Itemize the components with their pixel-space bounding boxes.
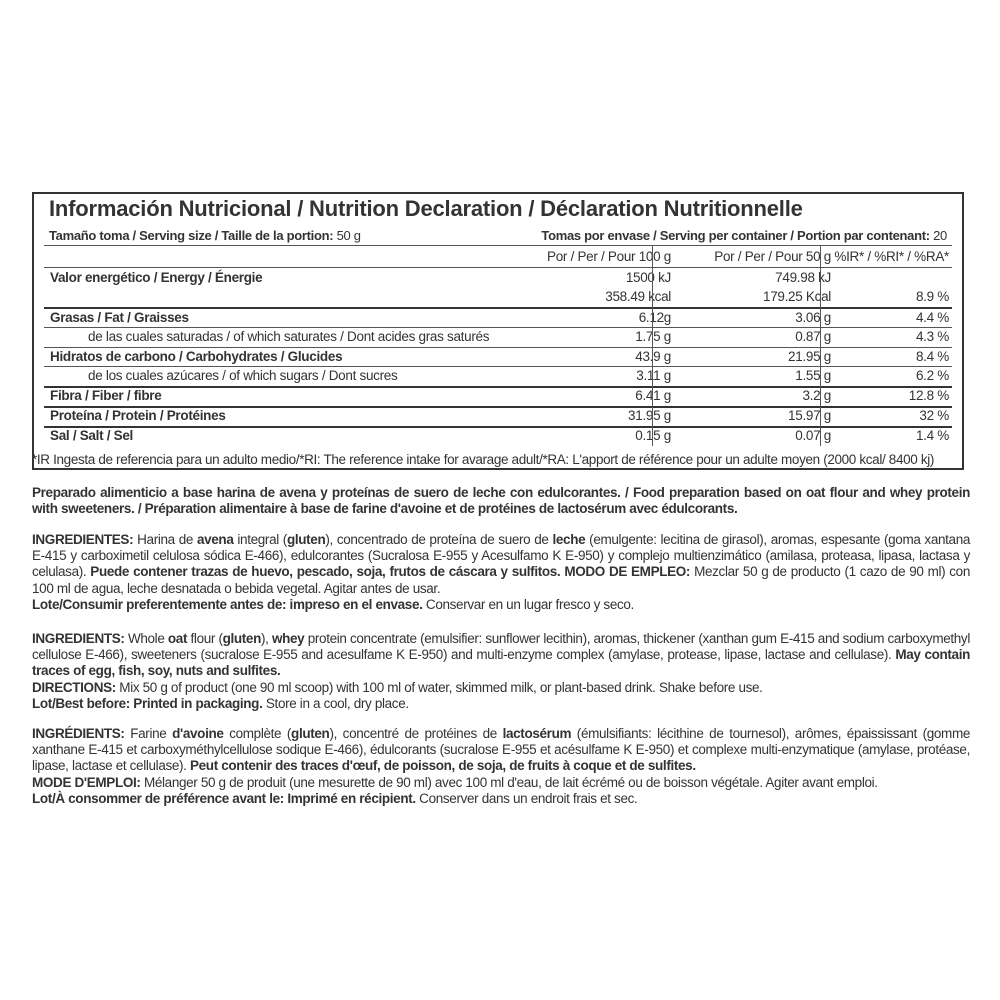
label-title: Información Nutricional / Nutrition Declaration / Déclaration Nutritionnelle	[49, 196, 803, 221]
table-row-carbohydrates: Hidratos de carbono / Carbohydrates / Glucides 43.9 g 21.95 g 8.4 %	[50, 349, 949, 364]
table-row-fat: Grasas / Fat / Graisses 6.12g 3.06 g 4.4 %	[50, 310, 949, 325]
ingredients-fr: INGRÉDIENTS: Farine d'avoine complète (gluten), concentré de protéines de lactosérum (émulsifiants: lécithine de tournesol), arômes, épaississant (gomme xanthane E-415 et carboxyméthylcellulose sodique E-466), édulcorants (sucralose E-955 et acésulfame K E-950) et complexe multi-enzymatique (amylase, protéase, lipase, lactase et cellulase). Peut contenir des traces d'œuf, de poisson, de soja, de fruits à coque et de sulfites. MODE D'EMPLOI: Mélanger 50 g de produit (une mesurette de 90 ml) avec 100 ml d'eau, de lait écrémé ou de boisson végétale. Agiter avant emploi. Lot/À consommer de préférence avant le: Imprimé en récipient. Conserver dans un endroit frais et sec.	[32, 726, 970, 806]
table-row-salt: Sal / Salt / Sel 0.15 g 0.07 g 1.4 %	[50, 428, 949, 443]
product-description: Preparado alimenticio a base harina de avena y proteínas de suero de leche con edulcorantes. / Food preparation based on oat flour and whey protein with sweeteners. / Préparation alimentaire à base de farine d'avoine et de protéines de lactosérum avec édulcorants.	[32, 485, 970, 517]
servings-per-container: Tomas por envase / Serving per container / Portion par contenant: 20	[541, 228, 947, 243]
table-row-energy-kcal: 358.49 kcal 179.25 Kcal 8.9 %	[605, 289, 949, 304]
table-row-saturates: de las cuales saturadas / of which saturates / Dont acides gras saturés 1.75 g 0.87 g 4.3 %	[88, 329, 949, 344]
nutrition-label	[32, 192, 964, 470]
divider	[44, 267, 952, 268]
reference-intake-note: *IR Ingesta de referencia para un adulto medio/*RI: The reference intake for avarage adult/*RA: L'apport de référence pour un adulte moyen (2000 kcal/ 8400 kj)	[32, 452, 935, 467]
column-header-row	[47, 248, 949, 268]
column-header-ri: %IR* / %RI* / %RA*	[834, 249, 949, 264]
column-divider	[652, 245, 653, 446]
table-row-fiber: Fibra / Fiber / fibre 6.41 g 3.2 g 12.8 %	[50, 388, 949, 403]
ingredients-es: INGREDIENTES: Harina de avena integral (gluten), concentrado de proteína de suero de leche (emulgente: lecitina de girasol), aromas, espesante (goma xantana E-415 y carboximetil celulosa sódica E-466), edulcorantes (Sucralosa E-955 y Acesulfamo K E-950) y complejo multienzimático (amilasa, proteasa, lipasa, lactasa y celulasa). Puede contener trazas de huevo, pescado, soja, frutos de cáscara y sulfitos. MODO DE EMPLEO: Mezclar 50 g de producto (1 cazo de 90 ml) con 100 ml de agua, leche desnatada o bebida vegetal. Agitar antes de usar. Lote/Consumir preferentemente antes de: impreso en el envase. Conservar en un lugar fresco y seco.	[32, 532, 971, 612]
column-divider	[820, 245, 821, 446]
serving-size: Tamaño toma / Serving size / Taille de la portion: 50 g	[49, 228, 361, 243]
column-header-per50: Por / Per / Pour 50 g	[714, 249, 831, 264]
column-header-per100: Por / Per / Pour 100 g	[547, 249, 671, 264]
table-row-energy-kj: Valor energético / Energy / Énergie 1500 kJ 749.98 kJ	[50, 270, 831, 285]
table-row-sugars: de los cuales azúcares / of which sugars / Dont sucres 3.11 g 1.55 g 6.2 %	[88, 368, 949, 383]
table-row-protein: Proteína / Protein / Protéines 31.95 g 15.97 g 32 %	[50, 408, 949, 423]
ingredients-en: INGREDIENTS: Whole oat flour (gluten), whey protein concentrate (emulsifier: sunflower lecithin), aromas, thickener (xanthan gum E-415 and sodium carboxymethyl cellulose E-466), sweeteners (sucralose E-955 and acesulfame K E-950) and multi-enzyme complex (amylase, protease, lipase, lactase and cellulase). May contain traces of egg, fish, soy, nuts and sulfites. DIRECTIONS: Mix 50 g of product (one 90 ml scoop) with 100 ml of water, skimmed milk, or plant-based drink. Shake before use. Lot/Best before: Printed in packaging. Store in a cool, dry place.	[32, 631, 970, 711]
divider	[44, 245, 952, 246]
